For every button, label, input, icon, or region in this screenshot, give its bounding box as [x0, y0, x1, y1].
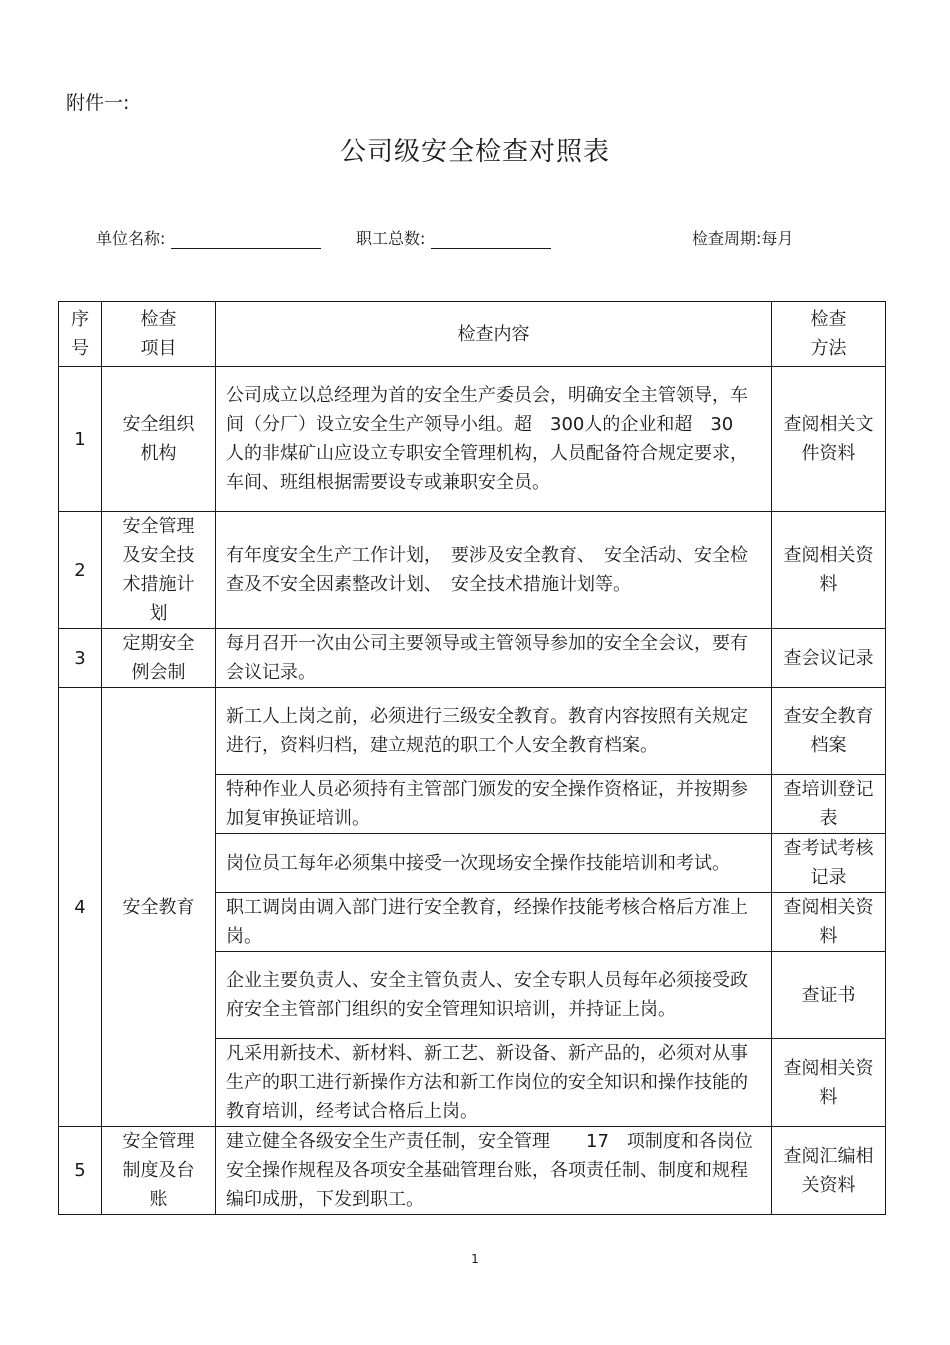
staff-count-label: 职工总数:: [356, 229, 426, 248]
check-period-value: 每月: [761, 229, 794, 248]
header-no: 序号: [59, 302, 102, 367]
table-row: [59, 1127, 886, 1215]
page-title: 公司级安全检查对照表: [339, 137, 610, 167]
row-content: 企业主要负责人、安全主管负责人、安全专职人员每年必须接受政府安全主管部门组织的安全管理知识培训，并持证上岗。: [216, 952, 772, 1039]
header-method: 检查方法: [772, 302, 886, 367]
row-method: 查培训登记表: [772, 775, 886, 834]
row-no: 4: [59, 688, 102, 1127]
row-content: 每月召开一次由公司主要领导或主管领导参加的安全全会议，要有会议记录。: [216, 629, 772, 688]
row-no: 1: [59, 367, 102, 512]
row-method: 查会议记录: [772, 629, 886, 688]
header-content: 检查内容: [216, 302, 772, 367]
header-item: 检查项目: [102, 302, 216, 367]
unit-name-field: [96, 226, 321, 249]
staff-count-field: [356, 226, 551, 249]
row-item: 安全管理及安全技术措施计划: [102, 512, 216, 629]
check-period: [692, 226, 793, 249]
row-content: 公司成立以总经理为首的安全生产委员会，明确安全主管领导，车间（分厂）设立安全生产领导小组。超 300人的企业和超 30 人的非煤矿山应设立专职安全管理机构，人员配备符合规定要求，车间、班组根据需要设专或兼职安全员。: [216, 367, 772, 512]
row-content: 有年度安全生产工作计划， 要涉及安全教育、 安全活动、安全检查及不安全因素整改计划、 安全技术措施计划等。: [216, 512, 772, 629]
row-method: 查考试考核记录: [772, 834, 886, 893]
row-item: 安全组织机构: [102, 367, 216, 512]
row-method: 查阅相关资料: [772, 1039, 886, 1127]
row-item: 安全管理制度及台账: [102, 1127, 216, 1215]
table-row: [59, 367, 886, 512]
staff-count-blank: [431, 230, 551, 249]
row-content: 凡采用新技术、新材料、新工艺、新设备、新产品的，必须对从事生产的职工进行新操作方法和新工作岗位的安全知识和操作技能的教育培训，经考试合格后上岗。: [216, 1039, 772, 1127]
table-header-row: [59, 302, 886, 367]
table-row: [59, 512, 886, 629]
row-item: 安全教育: [102, 688, 216, 1127]
row-method: 查阅相关资料: [772, 512, 886, 629]
row-method: 查阅汇编相关资料: [772, 1127, 886, 1215]
row-content: 特种作业人员必须持有主管部门颁发的安全操作资格证，并按期参加复审换证培训。: [216, 775, 772, 834]
unit-name-blank: [171, 230, 321, 249]
row-no: 5: [59, 1127, 102, 1215]
row-content: 职工调岗由调入部门进行安全教育，经操作技能考核合格后方准上岗。: [216, 893, 772, 952]
row-method: 查证书: [772, 952, 886, 1039]
page-number: 1: [471, 1252, 479, 1266]
row-content: 岗位员工每年必须集中接受一次现场安全操作技能培训和考试。: [216, 834, 772, 893]
row-content: 建立健全各级安全生产责任制，安全管理 17 项制度和各岗位安全操作规程及各项安全基础管理台账，各项责任制、制度和规程编印成册，下发到职工。: [216, 1127, 772, 1215]
row-no: 2: [59, 512, 102, 629]
row-no: 3: [59, 629, 102, 688]
row-content: 新工人上岗之前，必须进行三级安全教育。教育内容按照有关规定进行，资料归档，建立规范的职工个人安全教育档案。: [216, 688, 772, 775]
attachment-label: 附件一:: [66, 92, 130, 114]
row-method: 查阅相关资料: [772, 893, 886, 952]
row-item: 定期安全例会制: [102, 629, 216, 688]
check-period-label: 检查周期:: [692, 229, 762, 248]
inspection-table: [58, 301, 886, 1215]
row-method: 查阅相关文件资料: [772, 367, 886, 512]
unit-name-label: 单位名称:: [96, 229, 166, 248]
row-method: 查安全教育档案: [772, 688, 886, 775]
table-row: [59, 688, 886, 775]
table-row: [59, 629, 886, 688]
